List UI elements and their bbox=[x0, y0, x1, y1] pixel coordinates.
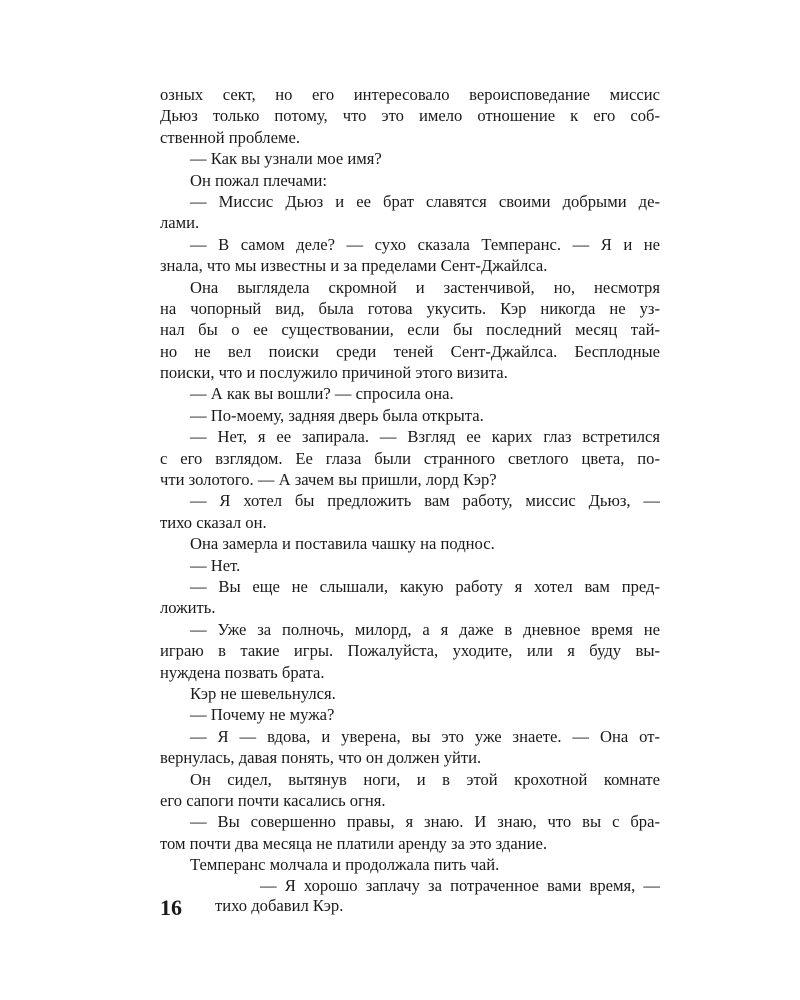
text-line: Дьюз только потому, что это имело отношение к его соб- bbox=[160, 106, 660, 126]
text-line: — Вы совершенно правы, я знаю. И знаю, что вы с бра- bbox=[190, 812, 660, 832]
text-line: — По-моему, задняя дверь была открыта. bbox=[190, 405, 484, 425]
text-line: но не вел поиски среди теней Сент-Джайлса. Бесплодные bbox=[160, 341, 660, 361]
page-number: 16 bbox=[160, 895, 182, 920]
text-line: ложить. bbox=[160, 598, 216, 618]
text-line: вернулась, давая понять, что он должен уйти. bbox=[160, 748, 482, 768]
text-line: — Вы еще не слышали, какую работу я хотел вам пред- bbox=[190, 576, 660, 596]
text-line: — Почему не мужа? bbox=[190, 705, 335, 725]
text-line: играю в такие игры. Пожалуйста, уходите, или я буду вы- bbox=[160, 641, 660, 661]
text-line: том почти два месяца не платили аренду за это здание. bbox=[160, 833, 548, 853]
text-line: на чопорный вид, была готова укусить. Кэр никогда не уз- bbox=[160, 298, 660, 318]
text-line: — Я — вдова, и уверена, вы это уже знаете. — Она от- bbox=[190, 726, 660, 746]
text-line: Темперанс молчала и продолжала пить чай. bbox=[190, 855, 500, 875]
book-page-text bbox=[160, 84, 660, 897]
text-line: ственной проблеме. bbox=[160, 127, 300, 147]
text-line: — Как вы узнали мое имя? bbox=[190, 149, 382, 169]
text-line: Кэр не шевельнулся. bbox=[190, 683, 336, 703]
text-line: — Нет. bbox=[190, 555, 241, 575]
text-line: — А как вы вошли? — спросила она. bbox=[190, 384, 454, 404]
text-line: лами. bbox=[160, 213, 200, 233]
text-line: — Нет, я ее запирала. — Взгляд ее карих глаз встретился bbox=[190, 427, 660, 447]
text-line: поиски, что и послужило причиной этого визита. bbox=[160, 363, 508, 383]
text-line: — Уже за полночь, милорд, а я даже в дневное время не bbox=[190, 619, 660, 639]
text-line: чти золотого. — А зачем вы пришли, лорд Кэр? bbox=[160, 470, 497, 490]
text-line: его сапоги почти касались огня. bbox=[160, 790, 386, 810]
text-line: знала, что мы известны и за пределами Сент-Джайлса. bbox=[160, 256, 548, 276]
text-line: — Миссис Дьюз и ее брат славятся своими добрыми де- bbox=[190, 191, 660, 211]
text-line: озных сект, но его интересовало вероисповедание миссис bbox=[160, 85, 660, 104]
text-line: с его взглядом. Ее глаза были странного светлого цвета, по- bbox=[160, 448, 660, 468]
text-line: Он сидел, вытянув ноги, и в этой крохотной комнате bbox=[190, 769, 660, 789]
text-line: — Я хорошо заплачу за потраченное вами время, — bbox=[260, 876, 660, 896]
text-line: нал бы о ее существовании, если бы последний месяц тай- bbox=[160, 320, 660, 340]
text-line: Она замерла и поставила чашку на поднос. bbox=[190, 534, 495, 554]
text-line: нуждена позвать брата. bbox=[160, 662, 325, 682]
text-line: тихо сказал он. bbox=[160, 512, 267, 532]
text-line: Она выглядела скромной и застенчивой, но, несмотря bbox=[190, 277, 660, 297]
text-line: — Я хотел бы предложить вам работу, миссис Дьюз, — bbox=[190, 491, 660, 511]
last-text-line: тихо добавил Кэр. bbox=[215, 896, 344, 915]
text-line: Он пожал плечами: bbox=[190, 170, 327, 190]
text-line: — В самом деле? — сухо сказала Темперанс. — Я и не bbox=[190, 234, 660, 254]
